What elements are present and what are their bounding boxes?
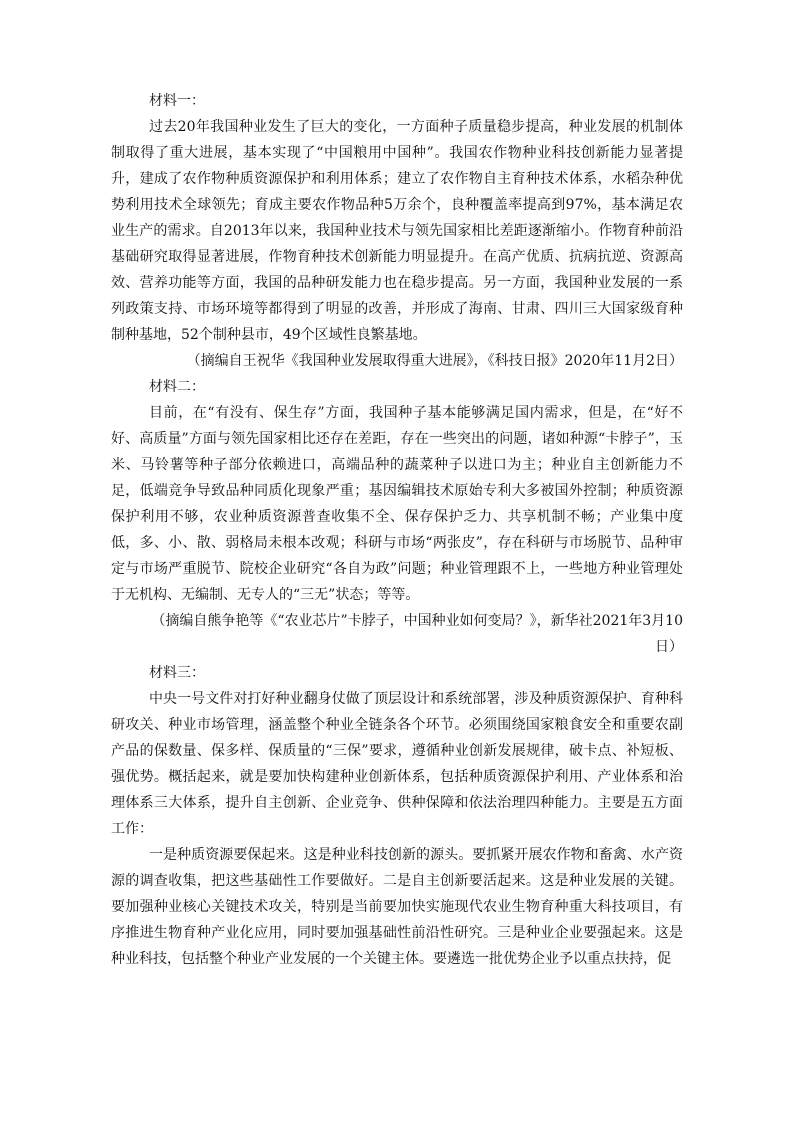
section-label-3: 材料三：: [149, 665, 205, 681]
document-body: [111, 88, 683, 972]
paragraph-3-2: 一是种质资源要保起来。这是种业科技创新的源头。要抓紧开展农作物和畜禽、水产资源的调查收集，把这些基础性工作要做好。二是自主创新要活起来。这是种业发展的关键。要加强种业核心关键技术攻关，特别是当前要加快实施现代农业生物育种重大科技项目，有序推进生物育种产业化应用，同时要加强基础性前沿性研究。三是种业企业要强起来。这是种业科技，包括整个种业产业发展的一个关键主体。要遴选一批优势企业予以重点扶持，促: [111, 847, 683, 967]
section-label-2: 材料二：: [149, 379, 205, 395]
paragraph-1-1: 过去20年我国种业发生了巨大的变化，一方面种子质量稳步提高，种业发展的机制体制取得了重大进展，基本实现了“中国粮用中国种”。我国农作物种业科技创新能力显著提升，建成了农作物种质资源保护和利用体系；建立了农作物自主育种技术体系，水稻杂种优势利用技术全球领先；育成主要农作物品种5万余个，良种覆盖率提高到97%，基本满足农业生产的需求。自2013年以来，我国种业技术与领先国家相比差距逐渐缩小。作物育种前沿基础研究取得显著进展，作物育种技术创新能力明显提升。在高产优质、抗病抗逆、资源高效、营养功能等方面，我国的品种研发能力也在稳步提高。另一方面，我国种业发展的一系列政策支持、市场环境等都得到了明显的改善，并形成了海南、甘肃、四川三大国家级育种制种基地，52个制种县市，49个区域性良繁基地。: [111, 119, 683, 343]
paragraph-3-1: 中央一号文件对打好种业翻身仗做了顶层设计和系统部署，涉及种质资源保护、育种科研攻关、种业市场管理，涵盖整个种业全链条各个环节。必须围绕国家粮食安全和重要农副产品的保数量、保多样、保质量的“三保”要求，遵循种业创新发展规律，破卡点、补短板、强优势。概括起来，就是要加快构建种业创新体系，包括种质资源保护利用、产业体系和治理体系三大体系，提升自主创新、企业竞争、供种保障和依法治理四种能力。主要是五方面工作：: [111, 691, 683, 837]
section-label-1: 材料一：: [149, 93, 205, 109]
source-citation-1: （摘编自王祝华《我国种业发展取得重大进展》，《科技日报》2020年11月2日）: [186, 353, 683, 369]
source-citation-2: （摘编自熊争艳等《“农业芯片”卡脖子，中国种业如何变局？》，新华社2021年3月10日）: [151, 613, 683, 655]
paragraph-2-1: 目前，在“有没有、保生存”方面，我国种子基本能够满足国内需求，但是，在“好不好、高质量”方面与领先国家相比还存在差距，存在一些突出的问题，诸如种源“卡脖子”，玉米、马铃薯等种子部分依赖进口，高端品种的蔬菜种子以进口为主；种业自主创新能力不足，低端竞争导致品种同质化现象严重；基因编辑技术原始专利大多被国外控制；种质资源保护利用不够，农业种质资源普查收集不全、保存保护乏力、共享机制不畅；产业集中度低，多、小、散、弱格局未根本改观；科研与市场“两张皮”，存在科研与市场脱节、品种审定与市场严重脱节、院校企业研究“各自为政”问题；种业管理跟不上，一些地方种业管理处于无机构、无编制、无专人的“三无”状态；等等。: [111, 405, 683, 603]
